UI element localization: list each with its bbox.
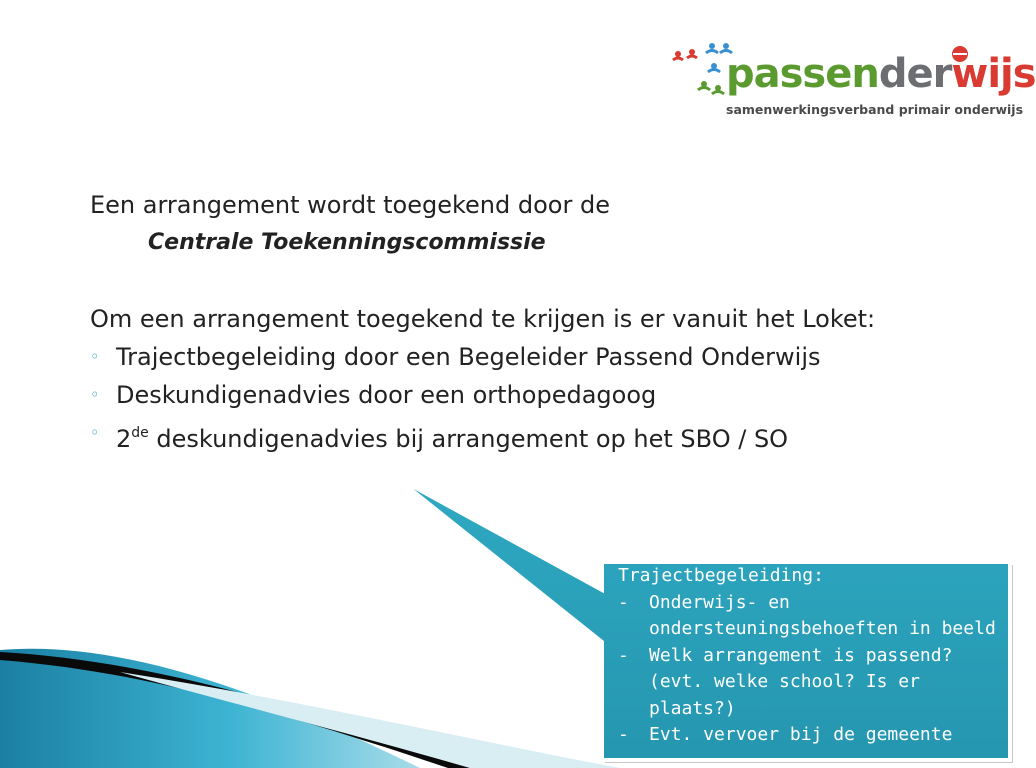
callout-list xyxy=(618,590,1008,749)
callout-item-text: Evt. vervoer bij de gemeente xyxy=(649,724,953,745)
dash-bullet: - xyxy=(618,724,629,745)
callout-box xyxy=(602,562,1008,760)
list-item xyxy=(618,643,1008,723)
logo-word-part-2: der xyxy=(878,51,952,97)
logo-word-part-3: wijs xyxy=(951,51,1036,97)
list-item-text: Trajectbegeleiding door een Begeleider Passend Onderwijs xyxy=(116,343,821,371)
loket-intro-text: Om een arrangement toegekend te krijgen is er vanuit het Loket: xyxy=(90,305,876,333)
dash-bullet: - xyxy=(618,644,629,666)
logo-tagline: samenwerkingsverband primair onderwijs xyxy=(726,102,1024,117)
commission-name: Centrale Toekenningscommissie xyxy=(148,230,546,255)
list-item-superscript: de xyxy=(131,425,149,441)
list-item xyxy=(618,722,1008,749)
circle-bullet-icon: ◦ xyxy=(90,347,100,366)
logo-word-part-1: passen xyxy=(726,51,879,97)
list-item xyxy=(618,590,1008,643)
circle-bullet-icon: ◦ xyxy=(90,385,100,404)
callout-title: Trajectbegeleiding: xyxy=(618,565,824,586)
callout-item-text: Onderwijs- en ondersteuningsbehoeften in beeld xyxy=(649,591,996,639)
dash-bullet: - xyxy=(618,591,629,613)
list-item-text: Deskundigenadvies door een orthopedagoog xyxy=(116,381,657,409)
circle-bullet-icon: ◦ xyxy=(90,423,100,442)
list-item-text: deskundigenadvies bij arrangement op het SBO / SO xyxy=(156,425,789,453)
intro-text: Een arrangement wordt toegekend door de xyxy=(90,191,610,219)
callout-item-text: Welk arrangement is passend? (evt. welke school? Is er plaats?) xyxy=(649,644,953,719)
list-item-prefix: 2 xyxy=(116,425,132,453)
